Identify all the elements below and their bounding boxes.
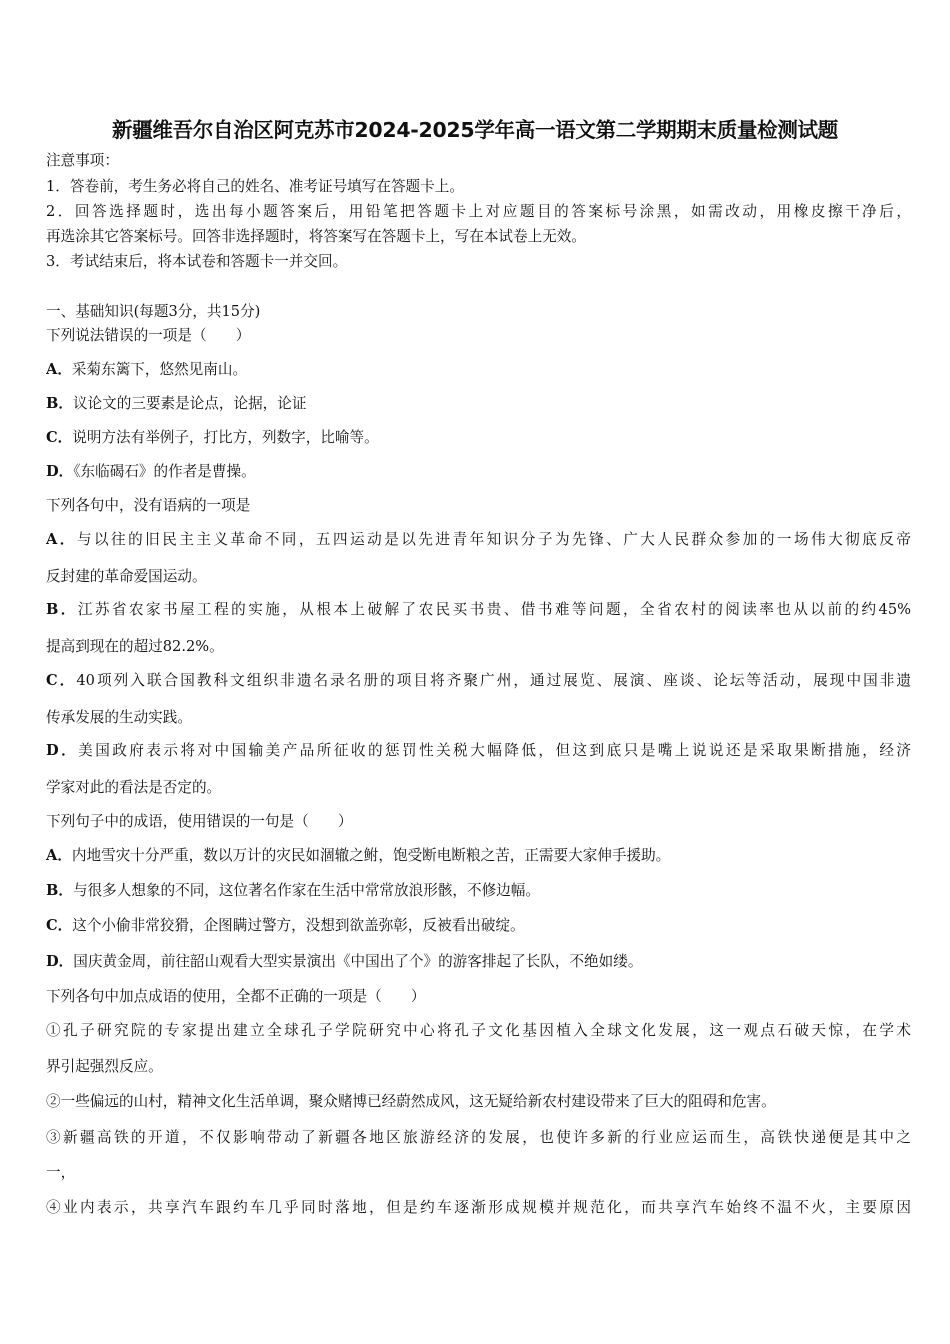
option-label: A． — [46, 361, 72, 378]
option-text: 这个小偷非常狡猾，企图瞒过警方，没想到欲盖弥彰，反被看出破绽。 — [72, 917, 525, 934]
q4-sentence-1-cont: 界引起强烈反应。 — [46, 1058, 163, 1075]
option-text: 江苏省农家书屋工程的实施，从根本上破解了农民买书贵、借书难等问题，全省农村的阅读率也从以前的约45% — [77, 601, 911, 618]
section-heading: 一、基础知识(每题3分，共15分) — [46, 303, 261, 320]
q2-option-a — [46, 530, 911, 550]
q1-option-a — [46, 360, 911, 380]
notice-item-2: 2．回答选择题时，选出每小题答案后，用铅笔把答题卡上对应题目的答案标号涂黑，如需改动，用橡皮擦干净后， — [46, 203, 911, 220]
option-text: 40项列入联合国教科文组织非遗名录名册的项目将齐聚广州，通过展览、展演、座谈、论坛等活动，展现中国非遗 — [76, 672, 911, 689]
notice-heading: 注意事项： — [46, 152, 119, 169]
q2-option-d-cont: 学家对此的看法是否定的。 — [46, 779, 222, 796]
q1-option-c — [46, 428, 911, 448]
notice-item-3: 3．考试结束后，将本试卷和答题卡一并交回。 — [46, 253, 348, 270]
option-label: A． — [46, 847, 72, 864]
option-label: B． — [46, 601, 78, 618]
q2-stem: 下列各句中，没有语病的一项是 — [46, 497, 251, 514]
notice-item-2-cont: 再选涂其它答案标号。回答非选择题时，将答案写在答题卡上，写在本试卷上无效。 — [46, 228, 586, 245]
q1-option-b — [46, 394, 911, 414]
notice-item-1: 1．答卷前，考生务必将自己的姓名、准考证号填写在答题卡上。 — [46, 178, 464, 195]
q2-option-a-cont: 反封建的革命爱国运动。 — [46, 568, 207, 585]
q3-option-d — [46, 952, 911, 972]
option-text: 内地雪灾十分严重，数以万计的灾民如涸辙之鲋，饱受断电断粮之苦，正需要大家伸手援助。 — [71, 847, 671, 864]
q2-option-d — [46, 741, 911, 761]
q3-stem: 下列句子中的成语，使用错误的一句是（ ） — [46, 813, 353, 830]
option-label: A． — [46, 531, 77, 548]
option-text: 美国政府表示将对中国输美产品所征收的惩罚性关税大幅降低，但这到底只是嘴上说说还是采取果断措施，经济 — [78, 742, 911, 759]
page-title: 新疆维吾尔自治区阿克苏市2024-2025学年高一语文第二学期期末质量检测试题 — [112, 118, 838, 142]
q2-option-c-cont: 传承发展的生动实践。 — [46, 709, 192, 726]
option-text: 与很多人想象的不同，这位著名作家在生活中常常放浪形骸，不修边幅。 — [72, 882, 540, 899]
option-text: 采菊东篱下，悠然见南山。 — [71, 361, 248, 378]
option-label: D． — [46, 463, 74, 480]
option-text: 国庆黄金周，前往韶山观看大型实景演出《中国出了个》的游客排起了长队，不绝如缕。 — [73, 953, 643, 970]
q4-sentence-3-cont: 一， — [46, 1164, 76, 1181]
q1-stem: 下列说法错误的一项是（ ） — [46, 327, 251, 344]
q3-option-a — [46, 846, 911, 866]
q3-option-c — [46, 916, 911, 936]
q2-option-b-cont: 提高到现在的超过82.2%。 — [46, 638, 224, 655]
option-label: B． — [46, 395, 73, 412]
option-label: D． — [46, 953, 74, 970]
option-text: 《东临碣石》的作者是曹操。 — [73, 463, 256, 480]
q1-option-d — [46, 462, 911, 482]
option-text: 与以往的旧民主主义革命不同，五四运动是以先进青年知识分子为先锋、广大人民群众参加的一场伟大彻底反帝 — [76, 531, 911, 548]
q2-option-c — [46, 671, 911, 691]
q4-sentence-3: ③新疆高铁的开道，不仅影响带动了新疆各地区旅游经济的发展，也使许多新的行业应运而生，高铁快递便是其中之 — [46, 1129, 911, 1146]
option-label: D． — [46, 742, 79, 759]
option-label: C． — [46, 672, 77, 689]
option-text: 议论文的三要素是论点，论据，论证 — [72, 395, 307, 412]
option-label: C． — [46, 429, 73, 446]
option-label: B． — [46, 882, 73, 899]
q4-sentence-1: ①孔子研究院的专家提出建立全球孔子学院研究中心将孔子文化基因植入全球文化发展，这一观点石破天惊，在学术 — [46, 1022, 911, 1039]
q4-stem: 下列各句中加点成语的使用，全都不正确的一项是（ ） — [46, 988, 426, 1005]
q4-sentence-4: ④业内表示，共享汽车跟约车几乎同时落地，但是约车逐渐形成规模并规范化，而共享汽车始终不温不火，主要原因 — [46, 1199, 911, 1216]
option-text: 说明方法有举例子，打比方，列数字，比喻等。 — [72, 429, 379, 446]
q3-option-b — [46, 881, 911, 901]
option-label: C． — [46, 917, 73, 934]
q2-option-b — [46, 600, 911, 620]
q4-sentence-2: ②一些偏远的山村，精神文化生活单调，聚众赌博已经蔚然成风，这无疑给新农村建设带来了巨大的阻碍和危害。 — [46, 1093, 776, 1110]
